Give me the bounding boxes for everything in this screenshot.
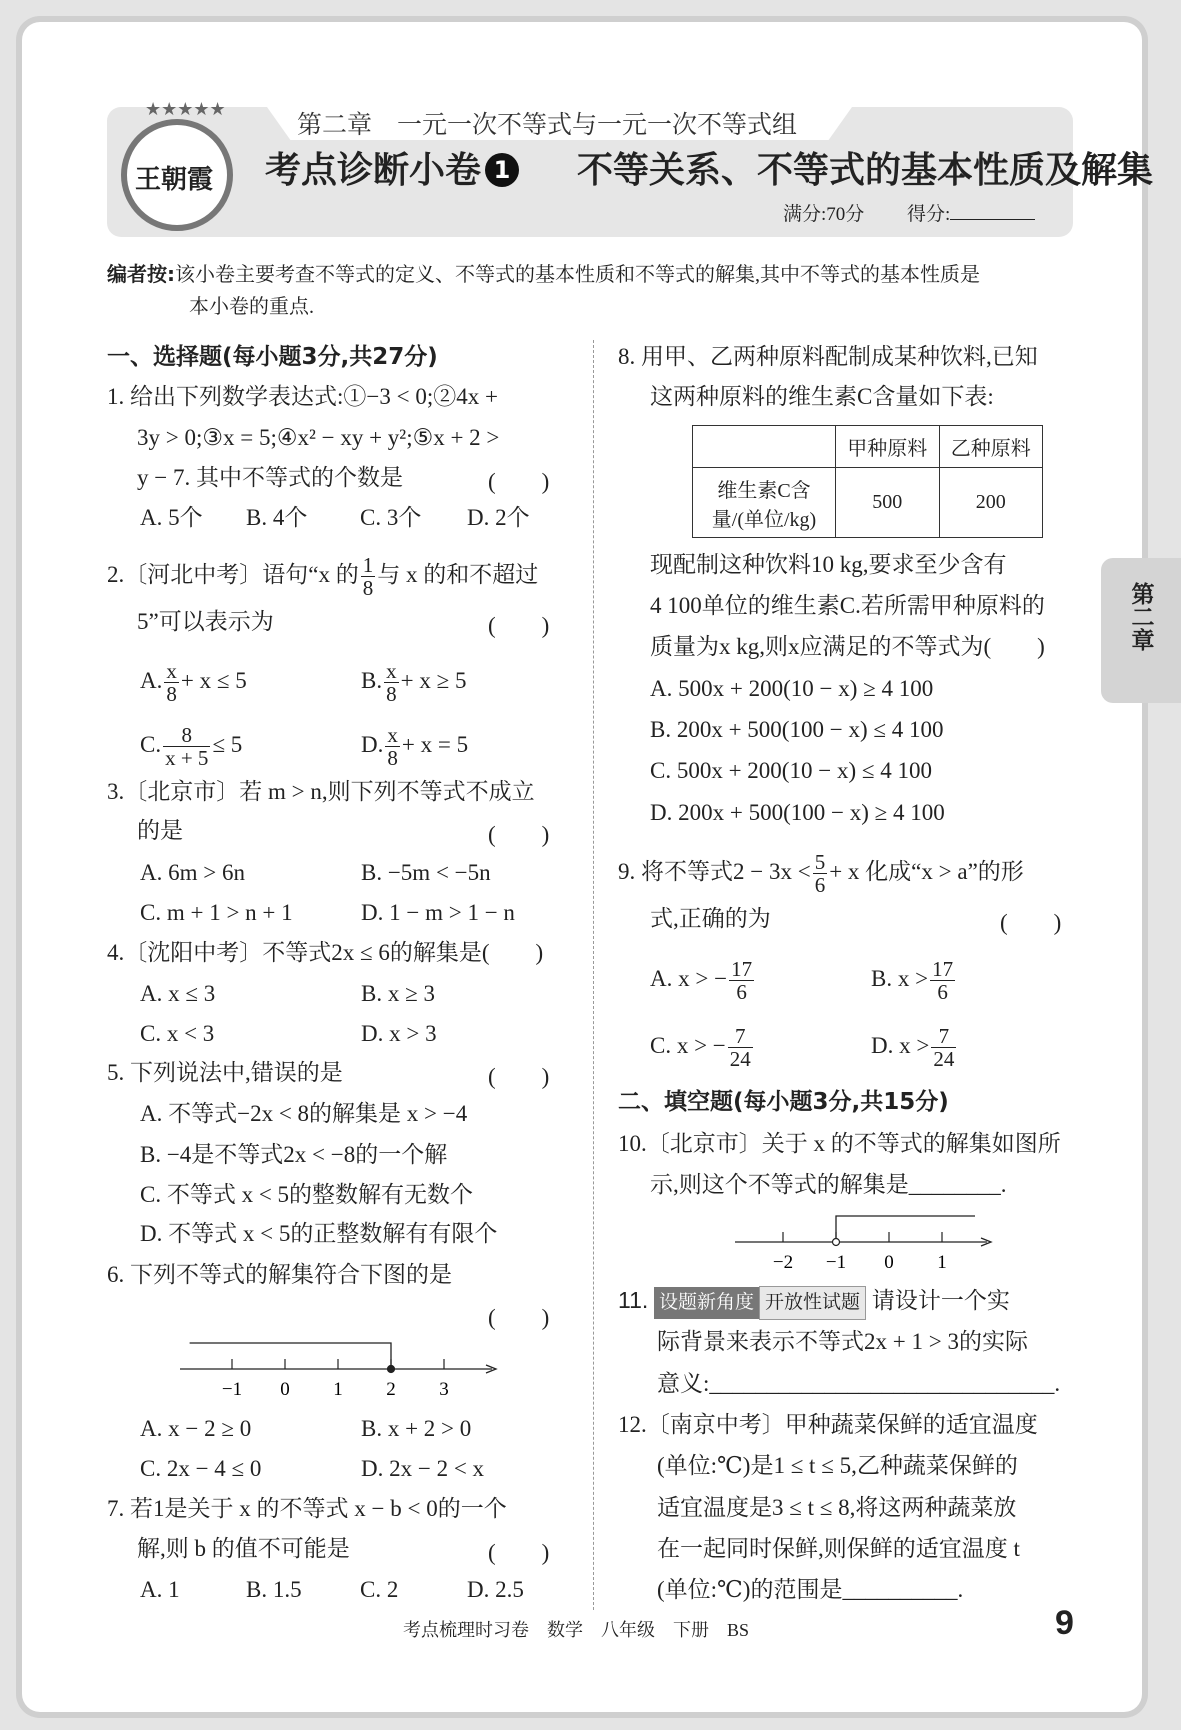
q5-answer-blank[interactable]: ( ) xyxy=(488,1064,550,1089)
q12-line3: 适宜温度是3 ≤ t ≤ 8,将这两种蔬菜放 xyxy=(657,1495,1017,1520)
open-point xyxy=(833,1239,840,1246)
closed-point xyxy=(388,1366,395,1373)
q7-answer-blank[interactable]: ( ) xyxy=(488,1540,550,1565)
q4-line1: 4.〔沈阳中考〕不等式2x ≤ 6的解集是( ) xyxy=(107,940,544,965)
q1-option-b[interactable]: B. 4个 xyxy=(246,505,308,530)
tag-new-angle: 设题新角度 xyxy=(654,1287,759,1319)
q4-option-c[interactable]: C. x < 3 xyxy=(140,1021,215,1046)
q3-line1: 3.〔北京市〕若 m > n,则下列不等式不成立 xyxy=(107,779,535,804)
q6-answer-blank[interactable]: ( ) xyxy=(488,1305,550,1330)
table-corner xyxy=(693,426,836,468)
editor-note xyxy=(107,259,980,290)
tick-label: 0 xyxy=(884,1252,894,1273)
q2-line2: 5”可以表示为 xyxy=(137,609,274,634)
q10-line1: 10.〔北京市〕关于 x 的不等式的解集如图所 xyxy=(618,1131,1061,1156)
chapter-side-tab xyxy=(1101,558,1181,703)
q1-line2: 3y > 0;③x = 5;④x² − xy + y²;⑤x + 2 > xyxy=(137,425,500,450)
solution-bracket xyxy=(836,1216,975,1242)
page-number: 9 xyxy=(1055,1604,1074,1642)
paper-title-text: 考点诊断小卷 xyxy=(265,150,482,191)
score-field[interactable] xyxy=(907,199,1035,226)
tick-label: 3 xyxy=(439,1379,449,1400)
chapter-title: 第二章 一元一次不等式与一元一次不等式组 xyxy=(297,110,798,139)
q2-option-d[interactable]: D. $\frac{x}{8}$ + x = 5 xyxy=(361,723,469,770)
q8-option-a[interactable]: A. 500x + 200(10 − x) ≥ 4 100 xyxy=(650,676,934,701)
tick-label: 2 xyxy=(386,1379,396,1400)
q6-option-b[interactable]: B. x + 2 > 0 xyxy=(361,1416,472,1441)
q3-answer-blank[interactable]: ( ) xyxy=(488,822,550,847)
q11-line2: 际背景来表示不等式2x + 1 > 3的实际 xyxy=(657,1329,1028,1354)
table-row-label: 维生素C含 量/(单位/kg) xyxy=(693,468,836,538)
table-header: 乙种原料 xyxy=(939,426,1043,468)
q5-option-a[interactable]: A. 不等式−2x < 8的解集是 x > −4 xyxy=(140,1101,468,1126)
q12-line1: 12.〔南京中考〕甲种蔬菜保鲜的适宜温度 xyxy=(618,1412,1038,1437)
q6-line1: 6. 下列不等式的解集符合下图的是 xyxy=(107,1262,452,1287)
q8-line1: 8. 用甲、乙两种原料配制成某种饮料,已知 xyxy=(618,344,1038,369)
q5-option-d[interactable]: D. 不等式 x < 5的正整数解有有限个 xyxy=(140,1221,498,1246)
q2-option-c[interactable]: C. $\frac{8}{x + 5}$ ≤ 5 xyxy=(140,723,243,770)
q6-option-c[interactable]: C. 2x − 4 ≤ 0 xyxy=(140,1456,262,1481)
q1-line1: 1. 给出下列数学表达式:①−3 < 0;②4x + xyxy=(107,384,498,409)
q3-option-b[interactable]: B. −5m < −5n xyxy=(361,860,491,885)
editor-note-line2: 本小卷的重点. xyxy=(189,296,314,318)
tick-label: 1 xyxy=(333,1379,343,1400)
table-cell: 200 xyxy=(939,468,1043,538)
q8-line4: 4 100单位的维生素C.若所需甲种原料的 xyxy=(650,593,1045,618)
q4-option-a[interactable]: A. x ≤ 3 xyxy=(140,981,216,1006)
q10-number-line xyxy=(735,1200,1005,1275)
q8-option-c[interactable]: C. 500x + 200(10 − x) ≤ 4 100 xyxy=(650,758,932,783)
q5-option-b[interactable]: B. −4是不等式2x < −8的一个解 xyxy=(140,1142,448,1167)
paper-title xyxy=(265,142,519,193)
q9-option-b[interactable]: B. x > $\frac{17}{6}$ xyxy=(871,957,954,1004)
score-label: 得分: xyxy=(907,204,951,225)
q4-option-b[interactable]: B. x ≥ 3 xyxy=(361,981,435,1006)
q12-line5[interactable]: (单位:℃)的范围是__________. xyxy=(657,1577,964,1602)
q3-option-a[interactable]: A. 6m > 6n xyxy=(140,860,245,885)
q5-option-c[interactable]: C. 不等式 x < 5的整数解有无数个 xyxy=(140,1182,474,1207)
q6-option-a[interactable]: A. x − 2 ≥ 0 xyxy=(140,1416,252,1441)
q8-option-d[interactable]: D. 200x + 500(100 − x) ≥ 4 100 xyxy=(650,800,945,825)
q7-line1: 7. 若1是关于 x 的不等式 x − b < 0的一个 xyxy=(107,1496,507,1521)
q9-answer-blank[interactable]: ( ) xyxy=(1000,910,1062,935)
paper-subtitle: 不等关系、不等式的基本性质及解集 xyxy=(577,150,1154,191)
section-1-title: 一、选择题(每小题3分,共27分) xyxy=(107,344,438,370)
q9-option-d[interactable]: D. x > $\frac{7}{24}$ xyxy=(871,1024,955,1071)
q8-line5: 质量为x kg,则x应满足的不等式为( ) xyxy=(650,634,1045,659)
q9-option-a[interactable]: A. x > − $\frac{17}{6}$ xyxy=(650,957,753,1004)
tag-open-question: 开放性试题 xyxy=(759,1286,866,1320)
footer-text: 考点梳理时习卷 数学 八年级 下册 BS xyxy=(403,1620,750,1640)
logo xyxy=(121,99,233,231)
q9-option-c[interactable]: C. x > − $\frac{7}{24}$ xyxy=(650,1024,751,1071)
q7-option-a[interactable]: A. 1 xyxy=(140,1577,180,1602)
q10-line2: 示,则这个不等式的解集是________. xyxy=(650,1172,1007,1197)
q3-option-c[interactable]: C. m + 1 > n + 1 xyxy=(140,900,293,925)
tick-label: 0 xyxy=(280,1379,290,1400)
editor-note-text: 该小卷主要考查不等式的定义、不等式的基本性质和不等式的解集,其中不等式的基本性质是 xyxy=(175,264,980,286)
full-score: 满分:70分 xyxy=(783,204,865,225)
q3-line2: 的是 xyxy=(137,818,183,843)
q2-text: 2.〔河北中考〕语句“x 的 xyxy=(107,561,359,587)
tick-label: −1 xyxy=(825,1252,847,1273)
star-icon: ★★★★★ xyxy=(145,99,226,119)
editor-note-label: 编者按: xyxy=(107,262,175,286)
q12-line2: (单位:℃)是1 ≤ t ≤ 5,乙种蔬菜保鲜的 xyxy=(657,1453,1018,1478)
table-header: 甲种原料 xyxy=(836,426,940,468)
q7-option-d[interactable]: D. 2.5 xyxy=(467,1577,524,1602)
number-badge: 1 xyxy=(485,153,519,187)
q1-option-c[interactable]: C. 3个 xyxy=(360,505,422,530)
q2-option-a[interactable]: A. $\frac{x}{8}$ + x ≤ 5 xyxy=(140,659,247,706)
q12-line4: 在一起同时保鲜,则保鲜的适宜温度 t xyxy=(657,1536,1020,1561)
q6-number-line xyxy=(180,1325,510,1405)
q5-line1: 5. 下列说法中,错误的是 xyxy=(107,1060,343,1085)
q8-option-b[interactable]: B. 200x + 500(100 − x) ≤ 4 100 xyxy=(650,717,944,742)
q11-line1: 11. 设题新角度 开放性试题 请设计一个实 xyxy=(618,1285,1010,1320)
q7-line2: 解,则 b 的值不可能是 xyxy=(137,1536,350,1561)
tick-label: −1 xyxy=(221,1379,243,1400)
side-tab-text: 第二章 xyxy=(1127,582,1154,651)
solution-bracket xyxy=(190,1343,391,1369)
vitamin-table xyxy=(692,425,1043,538)
q9-line1: 9. 将不等式2 − 3x < $\frac{5}{6}$ + x 化成“x > a”的形 xyxy=(618,850,1024,897)
q1-answer-blank[interactable]: ( ) xyxy=(488,469,550,494)
logo-text: 王朝霞 xyxy=(135,165,214,194)
q6-option-d[interactable]: D. 2x − 2 < x xyxy=(361,1456,485,1481)
fraction: $\frac{1}{8}$ xyxy=(362,553,374,600)
q8-line3: 现配制这种饮料10 kg,要求至少含有 xyxy=(650,552,1007,577)
q9-line2: 式,正确的为 xyxy=(650,906,771,931)
q3-option-d[interactable]: D. 1 − m > 1 − n xyxy=(361,900,515,925)
tick-label: −2 xyxy=(772,1252,794,1273)
q2-option-b[interactable]: B. $\frac{x}{8}$ + x ≥ 5 xyxy=(361,659,467,706)
q11-line3[interactable]: 意义:______________________________. xyxy=(657,1371,1061,1396)
q1-option-a[interactable]: A. 5个 xyxy=(140,505,203,530)
q7-option-b[interactable]: B. 1.5 xyxy=(246,1577,302,1602)
section-2-title: 二、填空题(每小题3分,共15分) xyxy=(618,1089,949,1115)
q2-text2: 与 x 的和不超过 xyxy=(377,561,539,587)
q2-line1 xyxy=(107,554,538,599)
table-cell: 500 xyxy=(836,468,940,538)
q4-option-d[interactable]: D. x > 3 xyxy=(361,1021,437,1046)
tick-label: 1 xyxy=(937,1252,947,1273)
q7-option-c[interactable]: C. 2 xyxy=(360,1577,399,1602)
q1-option-d[interactable]: D. 2个 xyxy=(467,505,530,530)
q8-line2: 这两种原料的维生素C含量如下表: xyxy=(650,384,994,409)
column-divider xyxy=(593,340,594,1610)
q1-line3: y − 7. 其中不等式的个数是 xyxy=(137,465,403,490)
header-banner xyxy=(107,99,1154,237)
q2-answer-blank[interactable]: ( ) xyxy=(488,613,550,638)
